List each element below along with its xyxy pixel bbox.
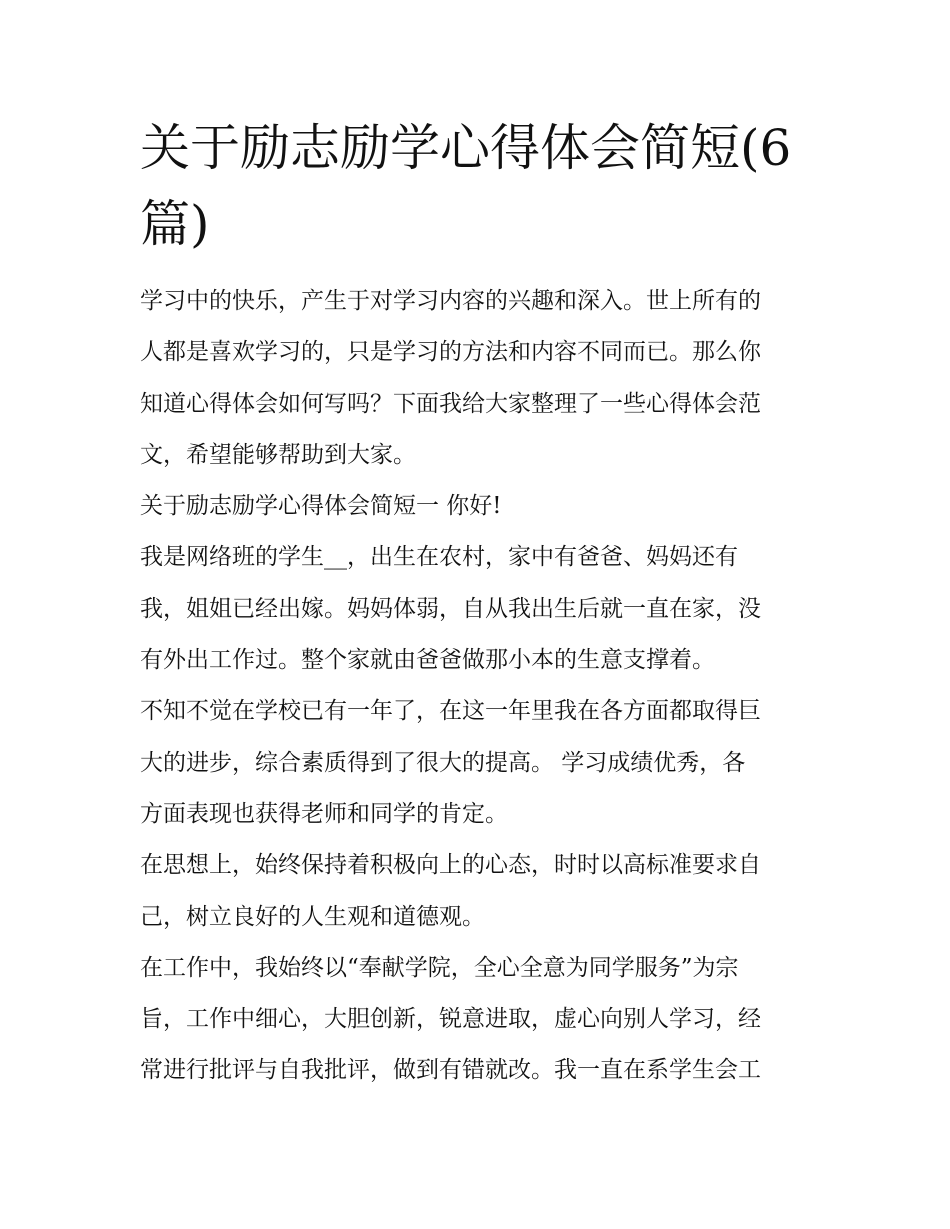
title-line-2: 篇) (140, 195, 210, 253)
title-line-1: 关于励志励学心得体会简短(6 (140, 119, 792, 177)
body-line: 大的进步，综合素质得到了很大的提高。 学习成绩优秀，各 (140, 749, 746, 776)
document-title (140, 110, 820, 262)
body-line: 己，树立良好的人生观和道德观。 (140, 903, 485, 930)
body-line: 在工作中，我始终以“奉献学院，全心全意为同学服务”为宗 (140, 954, 739, 981)
body-line: 我，姐姐已经出嫁。妈妈体弱，自从我出生后就一直在家，没 (140, 595, 761, 622)
body-line: 在思想上，始终保持着积极向上的心态，时时以高标准要求自 (140, 852, 761, 879)
body-line: 文，希望能够帮助到大家。 (140, 441, 416, 468)
body-line: 人都是喜欢学习的，只是学习的方法和内容不同而已。那么你 (140, 339, 761, 366)
body-line: 有外出工作过。整个家就由爸爸做那小本的生意支撑着。 (140, 647, 715, 674)
body-line: 我是网络班的学生__，出生在农村，家中有爸爸、妈妈还有 (140, 544, 738, 571)
body-line: 方面表现也获得老师和同学的肯定。 (140, 800, 508, 827)
body-line: 知道心得体会如何写吗？下面我给大家整理了一些心得体会范 (140, 390, 761, 417)
body-line: 旨，工作中细心，大胆创新，锐意进取，虚心向别人学习，经 (140, 1006, 761, 1033)
document-body (140, 276, 820, 1097)
body-line: 不知不觉在学校已有一年了，在这一年里我在各方面都取得巨 (140, 698, 761, 725)
section-heading: 关于励志励学心得体会简短一 你好! (140, 493, 502, 520)
body-line: 常进行批评与自我批评，做到有错就改。我一直在系学生会工 (140, 1057, 761, 1084)
body-line: 学习中的快乐，产生于对学习内容的兴趣和深入。世上所有的 (140, 288, 761, 314)
